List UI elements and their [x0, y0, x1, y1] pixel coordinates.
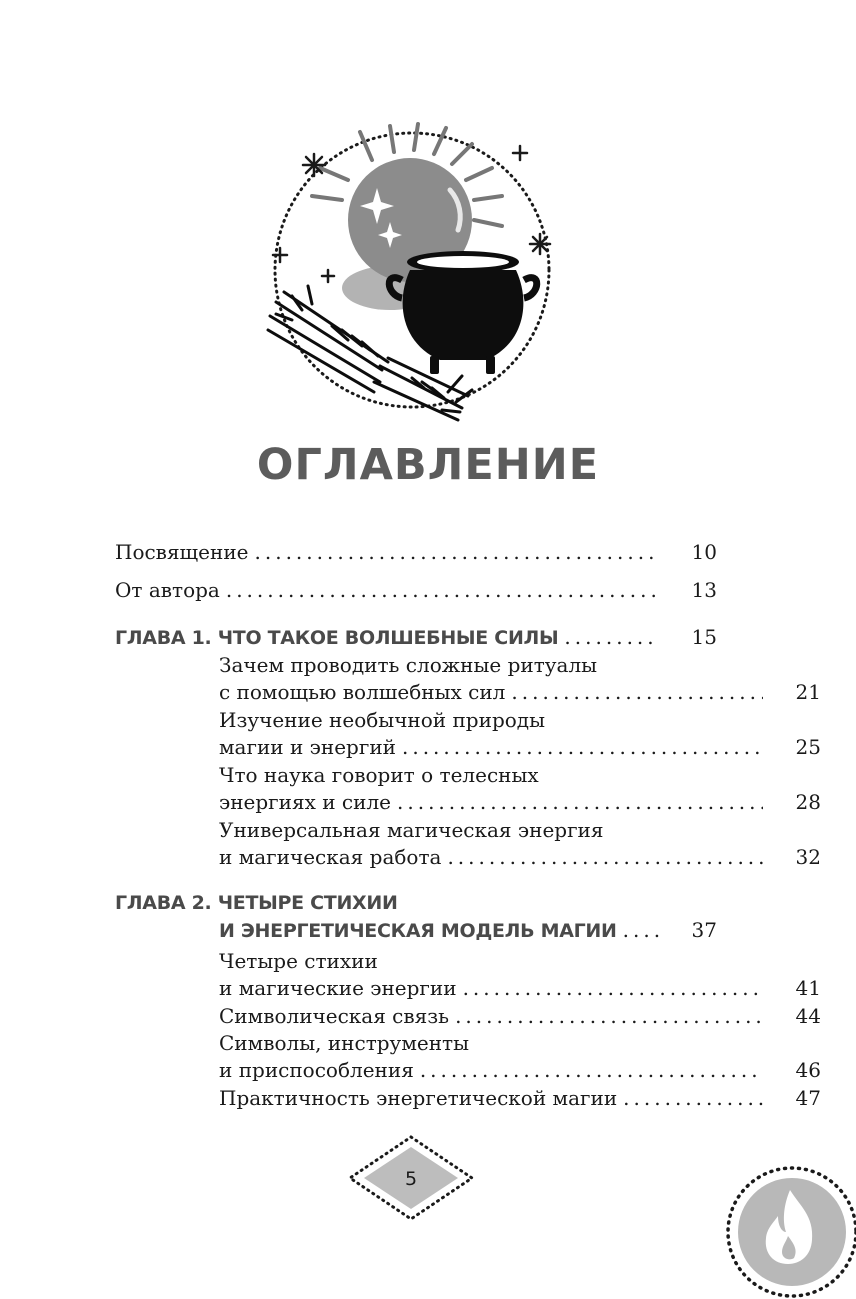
page-number: 25 — [795, 735, 821, 759]
entry-title-line: и магические энергии — [219, 976, 457, 1000]
toc-entry-universal-energy[interactable] — [115, 817, 821, 871]
dot-leader — [397, 789, 763, 816]
page-number: 10 — [691, 540, 717, 564]
entry-title: От автора — [115, 578, 220, 602]
magic-illustration — [262, 120, 562, 425]
toc-entry-nature-of-magic[interactable] — [115, 707, 821, 761]
page-number: 44 — [795, 1004, 821, 1028]
dot-leader — [402, 734, 763, 761]
page-number: 28 — [795, 790, 821, 814]
toc-entry-rituals[interactable] — [115, 652, 821, 706]
entry-title-line: Изучение необычной природы — [219, 708, 546, 732]
page-number: 32 — [795, 845, 821, 869]
entry-title: Практичность энергетической магии — [219, 1086, 618, 1110]
dot-leader — [255, 539, 660, 566]
entry-title-line: с помощью волшебных сил — [219, 680, 506, 704]
toc-entry-chapter-1[interactable] — [115, 624, 717, 652]
toc-entry-from-author[interactable] — [115, 577, 717, 604]
page-number: 46 — [795, 1058, 821, 1082]
dot-leader — [455, 1003, 763, 1030]
page-number: 47 — [795, 1086, 821, 1110]
toc-entry-tools[interactable] — [115, 1030, 821, 1084]
toc-entry-practicality[interactable] — [115, 1085, 821, 1112]
chapter-title-line: И ЭНЕРГЕТИЧЕСКАЯ МОДЕЛЬ МАГИИ — [219, 920, 617, 942]
dot-leader — [564, 624, 659, 651]
page-number: 21 — [795, 680, 821, 704]
dot-leader — [420, 1057, 763, 1084]
fire-badge — [722, 1160, 856, 1299]
chapter-title: ГЛАВА 1. ЧТО ТАКОЕ ВОЛШЕБНЫЕ СИЛЫ — [115, 627, 559, 649]
entry-title: Символическая связь — [219, 1004, 450, 1028]
page-number-badge — [346, 1133, 476, 1223]
entry-title-line: Зачем проводить сложные ритуалы — [219, 653, 598, 677]
page-number-text: 5 — [404, 1168, 418, 1190]
entry-title: Посвящение — [115, 540, 249, 564]
entry-title-line: и приспособления — [219, 1058, 414, 1082]
entry-title-line: Универсальная магическая энергия — [219, 818, 604, 842]
dot-leader — [511, 679, 763, 706]
toc-entry-dedication[interactable] — [115, 539, 717, 566]
dot-leader — [623, 1085, 763, 1112]
toc-heading: ОГЛАВЛЕНИЕ — [256, 440, 600, 490]
dot-leader — [447, 844, 763, 871]
entry-title-line: Четыре стихии — [219, 949, 378, 973]
page-number: 41 — [795, 976, 821, 1000]
entry-title-line: и магическая работа — [219, 845, 442, 869]
page-number: 13 — [691, 578, 717, 602]
entry-title-line: энергиях и силе — [219, 790, 391, 814]
chapter-title-line: ГЛАВА 2. ЧЕТЫРЕ СТИХИИ — [115, 892, 398, 914]
dot-leader — [463, 975, 763, 1002]
page-number: 15 — [691, 625, 717, 649]
toc-entry-science[interactable] — [115, 762, 821, 816]
entry-title-line: магии и энергий — [219, 735, 396, 759]
entry-title-line: Что наука говорит о телесных — [219, 763, 539, 787]
entry-title-line: Символы, инструменты — [219, 1031, 470, 1055]
dot-leader — [623, 917, 659, 944]
page-number: 37 — [691, 918, 717, 942]
toc-entry-four-elements[interactable] — [115, 948, 821, 1002]
toc-entry-chapter-2[interactable] — [115, 890, 717, 945]
dot-leader — [226, 577, 659, 604]
toc-entry-symbolic-link[interactable] — [115, 1003, 821, 1030]
